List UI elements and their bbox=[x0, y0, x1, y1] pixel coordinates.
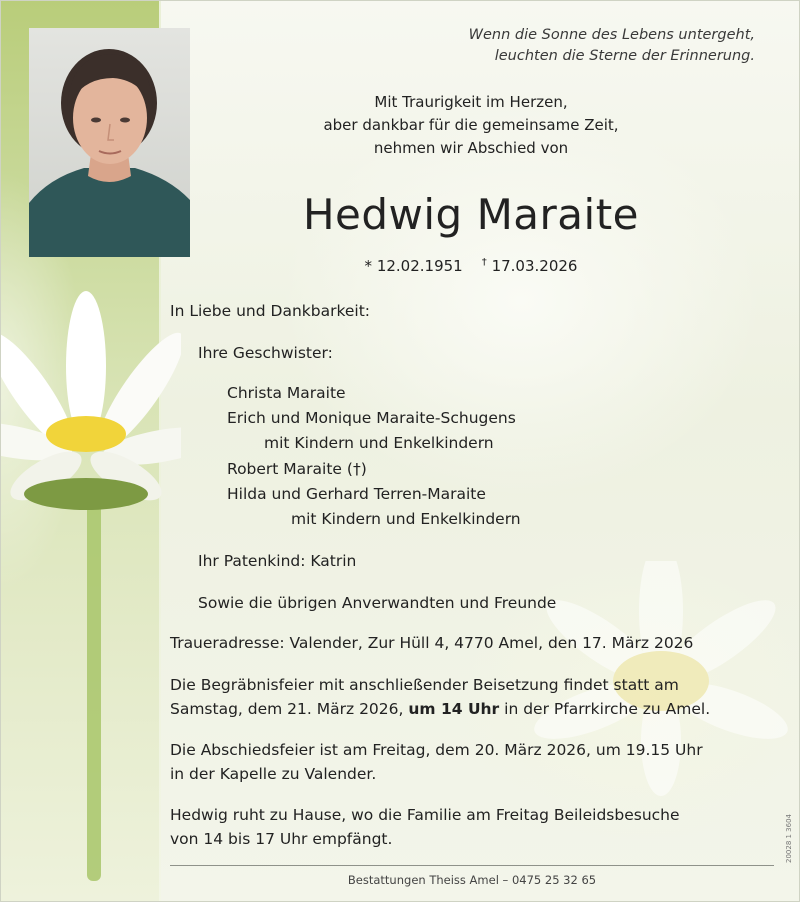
funeral-date: Samstag, dem 21. März 2026, bbox=[170, 700, 404, 718]
sibling-entry: mit Kindern und Enkelkindern bbox=[291, 510, 521, 528]
deceased-name: Hedwig Maraite bbox=[302, 190, 640, 239]
mourning-address: Traueradresse: Valender, Zur Hüll 4, 4770 Amel, den 17. März 2026 bbox=[170, 634, 694, 652]
sibling-entry: Christa Maraite bbox=[227, 384, 346, 402]
quote-line: Wenn die Sonne des Lebens untergeht, bbox=[468, 27, 755, 43]
intro-line: aber dankbar für die gemeinsame Zeit, bbox=[323, 116, 619, 134]
funeral-line bbox=[170, 697, 710, 721]
sibling-entry: mit Kindern und Enkelkindern bbox=[264, 434, 494, 452]
siblings-heading: Ihre Geschwister: bbox=[198, 344, 333, 362]
death-symbol: † bbox=[481, 257, 487, 268]
daisy-illustration-left bbox=[1, 281, 181, 885]
ad-code: 20028 1 3604 bbox=[785, 814, 793, 863]
sibling-entry: Erich und Monique Maraite-Schugens bbox=[227, 409, 516, 427]
funeral-home-footer: Bestattungen Theiss Amel – 0475 25 32 65 bbox=[347, 873, 597, 887]
funeral-info bbox=[170, 673, 710, 721]
mourners-heading: In Liebe und Dankbarkeit: bbox=[170, 302, 371, 320]
godchild-entry: Ihr Patenkind: Katrin bbox=[198, 552, 357, 570]
intro-line: Mit Traurigkeit im Herzen, bbox=[374, 93, 568, 111]
death-date: 17.03.2026 bbox=[491, 257, 578, 275]
farewell-info bbox=[170, 738, 703, 786]
memorial-quote bbox=[395, 25, 755, 67]
sibling-entry: Robert Maraite (†) bbox=[227, 460, 367, 478]
funeral-place: in der Pfarrkirche zu Amel. bbox=[504, 700, 711, 718]
others-entry: Sowie die übrigen Anverwandten und Freunde bbox=[198, 594, 557, 612]
sibling-entry: Hilda und Gerhard Terren-Maraite bbox=[227, 485, 486, 503]
farewell-line: Die Abschiedsfeier ist am Freitag, dem 20. März 2026, um 19.15 Uhr bbox=[170, 741, 703, 759]
visitation-line: von 14 bis 17 Uhr empfängt. bbox=[170, 830, 393, 848]
portrait-photo bbox=[29, 28, 190, 257]
footer-divider bbox=[170, 865, 774, 866]
intro-line: nehmen wir Abschied von bbox=[373, 139, 569, 157]
intro-text bbox=[251, 91, 691, 160]
birth-symbol: * bbox=[364, 257, 373, 275]
visitation-line: Hedwig ruht zu Hause, wo die Familie am Freitag Beileidsbesuche bbox=[170, 806, 680, 824]
funeral-time: um 14 Uhr bbox=[408, 700, 500, 718]
quote-line: leuchten die Sterne der Erinnerung. bbox=[494, 48, 755, 64]
farewell-line: in der Kapelle zu Valender. bbox=[170, 765, 377, 783]
life-dates bbox=[281, 257, 661, 275]
birth-date: 12.02.1951 bbox=[376, 257, 463, 275]
visitation-info bbox=[170, 803, 680, 851]
funeral-line: Die Begräbnisfeier mit anschließender Beisetzung findet statt am bbox=[170, 676, 679, 694]
